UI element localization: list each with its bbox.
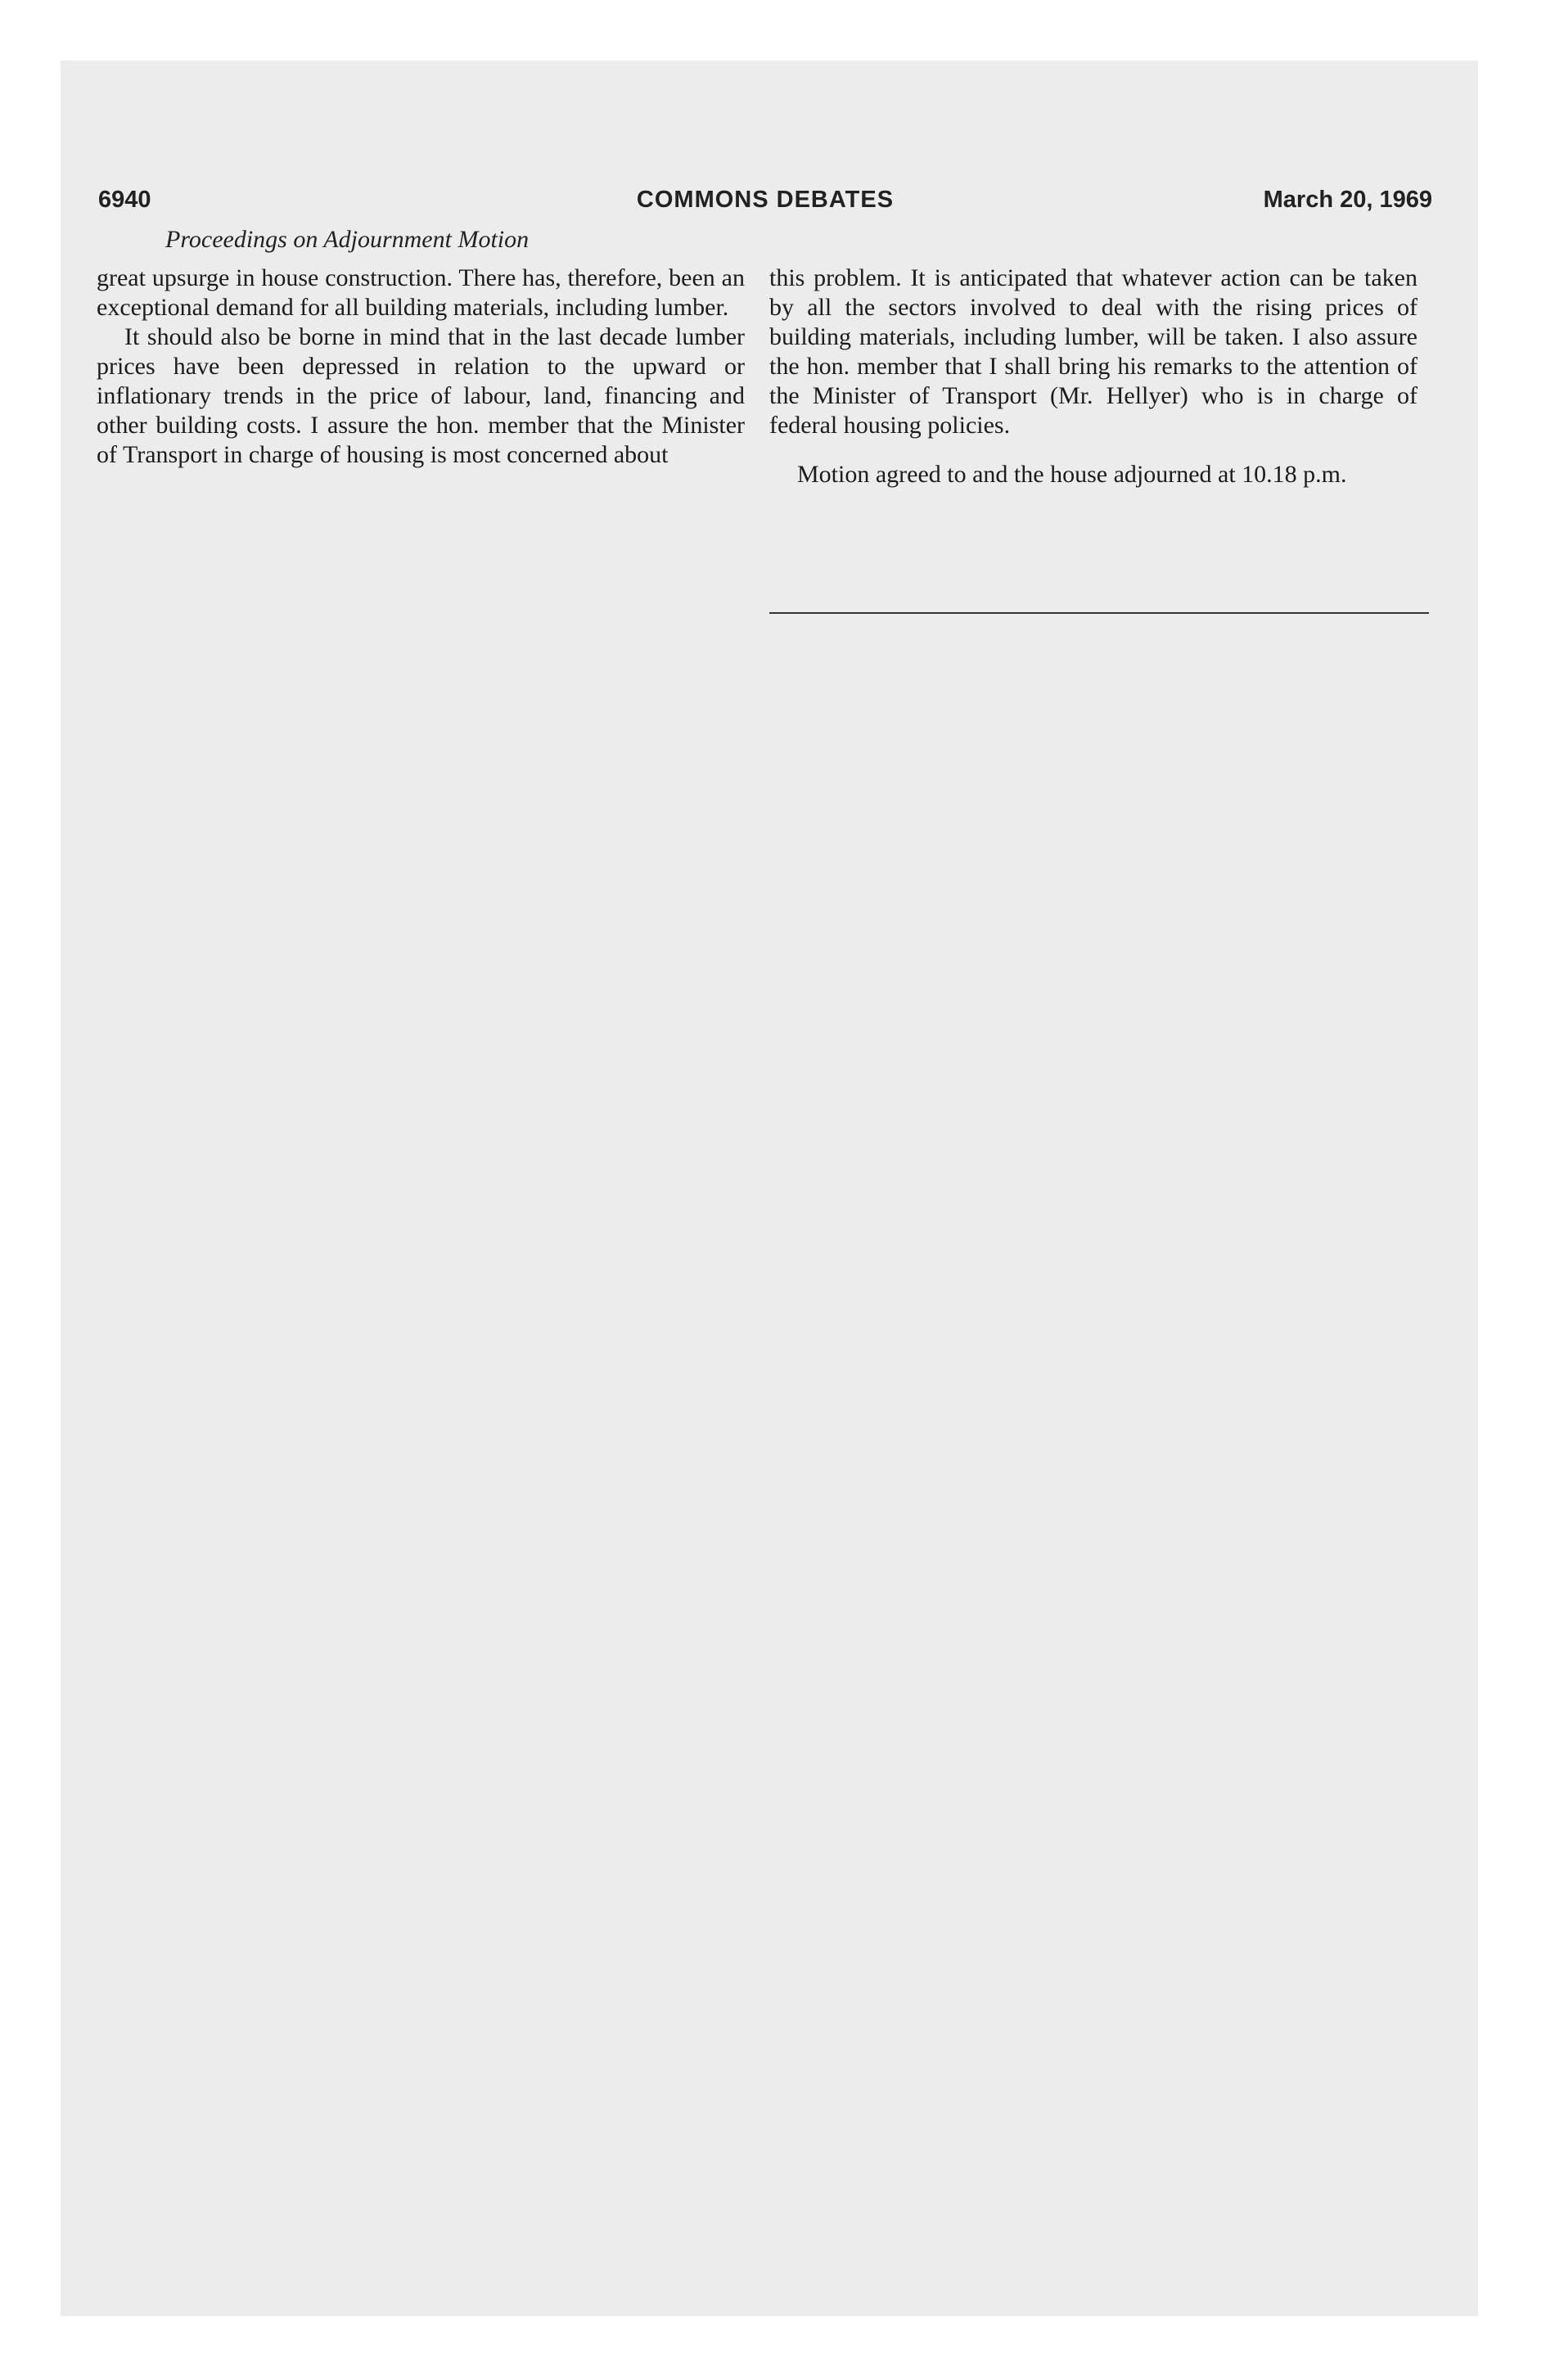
right-paragraph-2: Motion agreed to and the house adjourned at 10.18 p.m. — [797, 461, 1347, 488]
left-paragraph-2: It should also be borne in mind that in the last decade lumber prices have been depressed in relation to the upward or inflationary trends in the price of labour, land, financing and other building costs. I assure the hon. member that the Minister of Transport in charge of housing is most concerned about — [97, 323, 745, 468]
right-column — [769, 264, 1418, 489]
left-column — [97, 264, 745, 470]
section-subheading: Proceedings on Adjournment Motion — [165, 226, 530, 253]
left-paragraph-1: great upsurge in house construction. There has, therefore, been an exceptional demand for all building materials, including lumber. — [97, 264, 745, 321]
right-paragraph-1: this problem. It is anticipated that whatever action can be taken by all the sectors involved to deal with the rising prices of building materials, including lumber, will be taken. I also assure the hon. member that I shall bring his remarks to the attention of the Minister of Transport (Mr. Hellyer) who is in charge of federal housing policies. — [769, 264, 1418, 439]
publication-date: March 20, 1969 — [1263, 187, 1432, 213]
publication-title: COMMONS DEBATES — [636, 187, 895, 213]
end-of-sitting-rule — [769, 612, 1429, 614]
page-header — [98, 187, 1432, 219]
page-number: 6940 — [98, 187, 151, 213]
